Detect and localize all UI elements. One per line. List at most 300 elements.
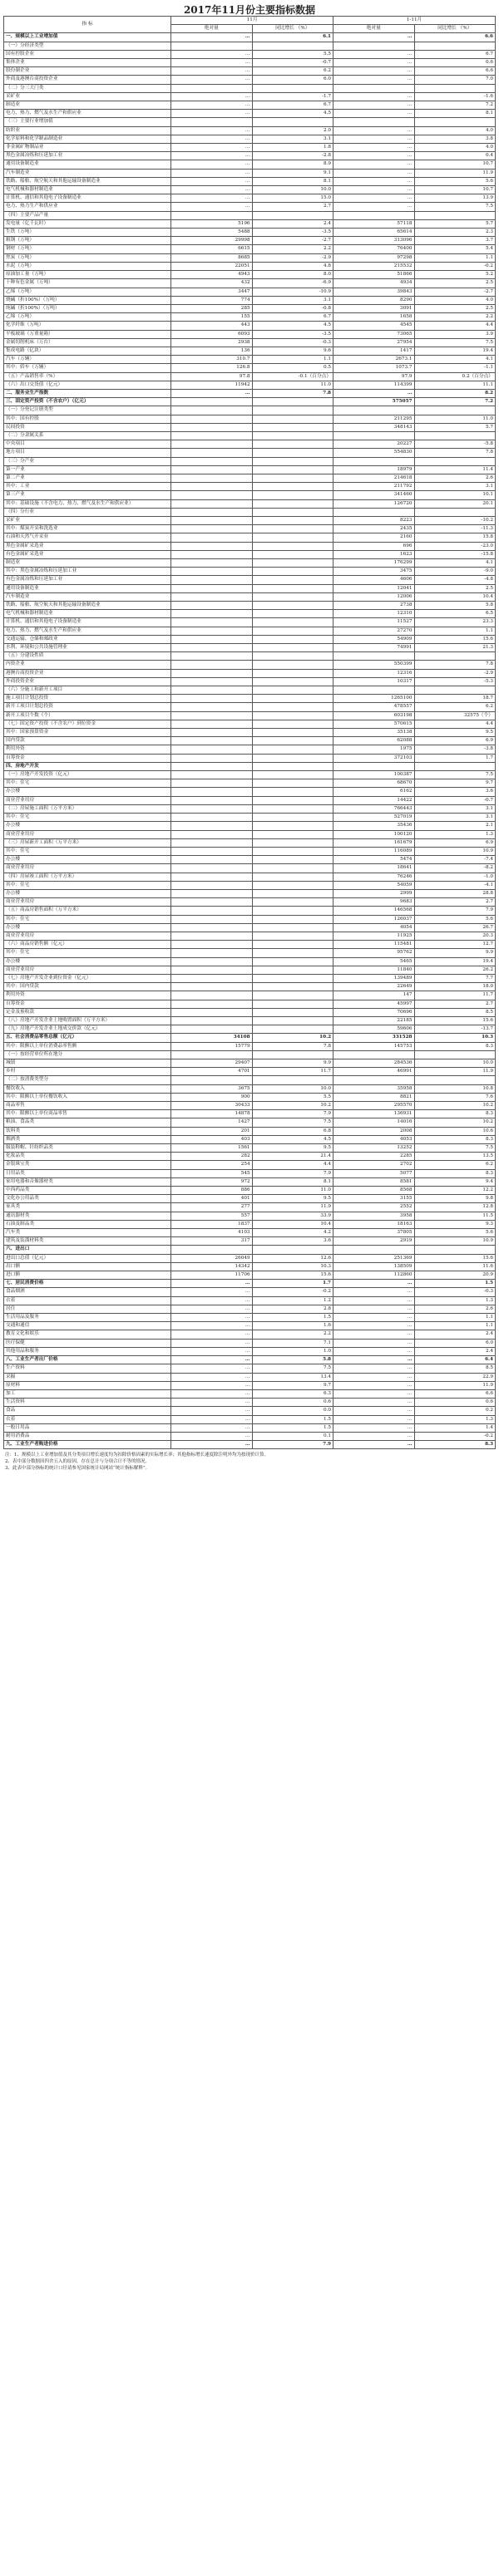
ytd-absolute: 3091 bbox=[333, 304, 414, 312]
table-row bbox=[4, 1118, 496, 1127]
table-row bbox=[4, 991, 496, 1000]
nov-absolute: … bbox=[171, 1364, 252, 1373]
nov-growth: -2.9 bbox=[252, 253, 333, 262]
ytd-absolute: … bbox=[333, 194, 414, 203]
row-label: 其他用品和服务 bbox=[4, 1347, 171, 1355]
row-label: 新开工项目个数（个） bbox=[4, 711, 171, 720]
ytd-absolute: … bbox=[333, 76, 414, 84]
nov-absolute bbox=[171, 966, 252, 974]
row-label: 钢材（万吨） bbox=[4, 245, 171, 253]
nov-absolute bbox=[171, 1246, 252, 1254]
table-row bbox=[4, 1288, 496, 1296]
ytd-absolute: 6162 bbox=[333, 788, 414, 796]
ytd-growth bbox=[414, 1050, 496, 1059]
row-label: 一般日用品 bbox=[4, 1423, 171, 1432]
nov-growth bbox=[252, 864, 333, 873]
ytd-absolute: 284536 bbox=[333, 1059, 414, 1067]
row-label: 其中：住宅 bbox=[4, 847, 171, 855]
table-row bbox=[4, 1305, 496, 1313]
ytd-absolute: 76246 bbox=[333, 873, 414, 881]
nov-absolute bbox=[171, 661, 252, 669]
ytd-growth: 5.4 bbox=[414, 245, 496, 253]
nov-absolute bbox=[171, 974, 252, 982]
nov-absolute bbox=[171, 695, 252, 703]
ytd-growth: 10.2 bbox=[414, 1102, 496, 1110]
table-row bbox=[4, 838, 496, 847]
ytd-growth: 5.7 bbox=[414, 219, 496, 228]
table-row bbox=[4, 576, 496, 584]
ytd-growth: -0.7 bbox=[414, 796, 496, 804]
row-label: 其中：住宅 bbox=[4, 779, 171, 788]
table-row bbox=[4, 1381, 496, 1389]
table-row bbox=[4, 76, 496, 84]
nov-growth bbox=[252, 720, 333, 728]
nov-absolute bbox=[171, 559, 252, 568]
ytd-growth: -5.8 bbox=[414, 440, 496, 449]
table-row bbox=[4, 1330, 496, 1339]
table-row bbox=[4, 229, 496, 237]
ytd-absolute: … bbox=[333, 144, 414, 152]
row-label: 汽车制造业 bbox=[4, 169, 171, 177]
nov-growth bbox=[252, 991, 333, 1000]
nov-absolute bbox=[171, 457, 252, 465]
row-label: 利用外资 bbox=[4, 745, 171, 754]
ytd-absolute: 5474 bbox=[333, 856, 414, 864]
nov-absolute: … bbox=[171, 1373, 252, 1381]
ytd-growth: 26.7 bbox=[414, 923, 496, 932]
table-row bbox=[4, 602, 496, 610]
nov-absolute: 774 bbox=[171, 296, 252, 304]
ytd-growth: 4.1 bbox=[414, 559, 496, 568]
row-label: 食品烟酒 bbox=[4, 1288, 171, 1296]
header-indicator: 指 标 bbox=[4, 17, 171, 33]
nov-growth bbox=[252, 745, 333, 754]
table-row bbox=[4, 1347, 496, 1355]
nov-absolute: 403 bbox=[171, 1135, 252, 1143]
row-label: （六）商品房销售额（亿元） bbox=[4, 941, 171, 949]
nov-absolute bbox=[171, 635, 252, 643]
nov-growth bbox=[252, 465, 333, 474]
table-row bbox=[4, 1161, 496, 1169]
nov-growth: 0.6 bbox=[252, 1399, 333, 1407]
table-row bbox=[4, 618, 496, 627]
nov-absolute: … bbox=[171, 1356, 252, 1364]
indicator-table bbox=[3, 16, 496, 1449]
nov-absolute: … bbox=[171, 194, 252, 203]
row-label: 九、工业生产者购进价格 bbox=[4, 1441, 171, 1449]
ytd-growth bbox=[414, 508, 496, 516]
ytd-growth: 1.3 bbox=[414, 1415, 496, 1423]
ytd-growth: 15.8 bbox=[414, 533, 496, 542]
nov-absolute: 30433 bbox=[171, 1102, 252, 1110]
ytd-growth: 5.8 bbox=[414, 602, 496, 610]
row-label: （三）分产业 bbox=[4, 457, 171, 465]
ytd-absolute: 112860 bbox=[333, 1271, 414, 1280]
row-label: （五）产品销售率（%） bbox=[4, 372, 171, 381]
ytd-absolute: 2008 bbox=[333, 1127, 414, 1135]
ytd-growth: 11.5 bbox=[414, 1212, 496, 1220]
ytd-growth: 0.6 bbox=[414, 59, 496, 67]
ytd-growth: 1.3 bbox=[414, 830, 496, 838]
nov-absolute: … bbox=[171, 50, 252, 58]
ytd-absolute: 35436 bbox=[333, 822, 414, 830]
nov-absolute: 3675 bbox=[171, 1084, 252, 1093]
nov-absolute: … bbox=[171, 1296, 252, 1305]
row-label: 衣着 bbox=[4, 1415, 171, 1423]
nov-absolute: 26049 bbox=[171, 1254, 252, 1262]
nov-growth: -3.5 bbox=[252, 229, 333, 237]
nov-growth bbox=[252, 711, 333, 720]
nov-growth bbox=[252, 796, 333, 804]
nov-growth bbox=[252, 431, 333, 440]
table-row bbox=[4, 1000, 496, 1008]
ytd-growth: 13.9 bbox=[414, 194, 496, 203]
ytd-absolute bbox=[333, 406, 414, 415]
table-row bbox=[4, 550, 496, 558]
nov-absolute: 136 bbox=[171, 347, 252, 355]
table-row bbox=[4, 211, 496, 219]
nov-absolute bbox=[171, 1000, 252, 1008]
row-label: 其中：煤炭开采和洗选业 bbox=[4, 525, 171, 533]
ytd-growth: 7.0 bbox=[414, 76, 496, 84]
ytd-growth: -7.4 bbox=[414, 856, 496, 864]
nov-growth: 11.9 bbox=[252, 1203, 333, 1212]
nov-growth: 6.7 bbox=[252, 101, 333, 110]
nov-growth: 1.6 bbox=[252, 1322, 333, 1330]
ytd-absolute: 2285 bbox=[333, 1153, 414, 1161]
nov-growth: 10.4 bbox=[252, 1220, 333, 1228]
ytd-absolute: 45997 bbox=[333, 1000, 414, 1008]
nov-absolute: 201 bbox=[171, 1127, 252, 1135]
ytd-absolute: … bbox=[333, 1322, 414, 1330]
ytd-growth: 2.6 bbox=[414, 474, 496, 482]
ytd-absolute: 550399 bbox=[333, 661, 414, 669]
nov-absolute: … bbox=[171, 1423, 252, 1432]
ytd-growth: 0.4 bbox=[414, 152, 496, 160]
ytd-absolute: … bbox=[333, 33, 414, 42]
table-row bbox=[4, 907, 496, 915]
nov-growth: 15.0 bbox=[252, 194, 333, 203]
nov-absolute: 29407 bbox=[171, 1059, 252, 1067]
ytd-growth: 20.9 bbox=[414, 1271, 496, 1280]
nov-absolute bbox=[171, 568, 252, 576]
row-label: 化妆品类 bbox=[4, 1153, 171, 1161]
table-row bbox=[4, 398, 496, 406]
nov-growth: 2.2 bbox=[252, 1330, 333, 1339]
ytd-absolute bbox=[333, 652, 414, 661]
nov-absolute bbox=[171, 1050, 252, 1059]
table-row bbox=[4, 1102, 496, 1110]
ytd-absolute: 2999 bbox=[333, 889, 414, 897]
nov-growth bbox=[252, 533, 333, 542]
ytd-growth bbox=[414, 652, 496, 661]
row-label: 六、进出口 bbox=[4, 1246, 171, 1254]
ytd-absolute: … bbox=[333, 186, 414, 194]
nov-growth: -0.8 bbox=[252, 304, 333, 312]
footnote: 3、此表中部分指标的统计口径请参见国家统计局网站“统计指标解释”。 bbox=[5, 1466, 151, 1472]
ytd-absolute: … bbox=[333, 152, 414, 160]
ytd-absolute: 22185 bbox=[333, 1016, 414, 1025]
row-label: 外商投资企业 bbox=[4, 677, 171, 686]
row-label: 集体企业 bbox=[4, 59, 171, 67]
nov-growth bbox=[252, 584, 333, 592]
ytd-growth: 12.2 bbox=[414, 1187, 496, 1195]
table-row bbox=[4, 296, 496, 304]
ytd-growth: 2.2 bbox=[414, 313, 496, 322]
ytd-growth: 8.3 bbox=[414, 1169, 496, 1177]
nov-absolute bbox=[171, 720, 252, 728]
nov-absolute: 4701 bbox=[171, 1068, 252, 1076]
ytd-growth: 18.7 bbox=[414, 695, 496, 703]
ytd-absolute: … bbox=[333, 1399, 414, 1407]
nov-absolute: 6615 bbox=[171, 245, 252, 253]
ytd-absolute: 18163 bbox=[333, 1220, 414, 1228]
nov-growth: 9.5 bbox=[252, 1144, 333, 1153]
ytd-absolute: 8223 bbox=[333, 516, 414, 524]
ytd-growth: 2.5 bbox=[414, 584, 496, 592]
nov-growth bbox=[252, 508, 333, 516]
ytd-growth: 8.2 bbox=[414, 389, 496, 397]
ytd-growth: 4.4 bbox=[414, 322, 496, 330]
ytd-growth: 11.7 bbox=[414, 991, 496, 1000]
table-row bbox=[4, 830, 496, 838]
ytd-growth: 32575（个） bbox=[414, 711, 496, 720]
ytd-absolute: 27954 bbox=[333, 338, 414, 347]
table-row bbox=[4, 118, 496, 126]
row-label: 水利、环境和公共设施管理业 bbox=[4, 644, 171, 652]
table-row bbox=[4, 1008, 496, 1016]
nov-absolute bbox=[171, 669, 252, 677]
ytd-growth: 6.6 bbox=[414, 33, 496, 42]
header-absolute-1: 绝对量 bbox=[171, 25, 252, 33]
nov-growth bbox=[252, 211, 333, 219]
ytd-growth bbox=[414, 457, 496, 465]
ytd-growth: 11.9 bbox=[414, 169, 496, 177]
table-row bbox=[4, 635, 496, 643]
nov-growth: 1.5 bbox=[252, 1415, 333, 1423]
nov-absolute bbox=[171, 592, 252, 601]
row-label: 耐用消费品 bbox=[4, 1432, 171, 1440]
table-row bbox=[4, 889, 496, 897]
row-label: 其中：住宅 bbox=[4, 915, 171, 923]
ytd-growth: 2.6 bbox=[414, 1305, 496, 1313]
table-row bbox=[4, 610, 496, 618]
row-label: 电力、热力、燃气及水生产和供应业 bbox=[4, 627, 171, 635]
table-row bbox=[4, 864, 496, 873]
ytd-absolute bbox=[333, 211, 414, 219]
row-label: 其中：工业 bbox=[4, 483, 171, 491]
nov-absolute: … bbox=[171, 59, 252, 67]
table-row bbox=[4, 533, 496, 542]
ytd-growth: 7.7 bbox=[414, 974, 496, 982]
ytd-absolute: 115481 bbox=[333, 941, 414, 949]
ytd-growth: 8.3 bbox=[414, 1042, 496, 1050]
nov-growth: 7.9 bbox=[252, 1169, 333, 1177]
nov-absolute bbox=[171, 881, 252, 889]
table-row bbox=[4, 1042, 496, 1050]
row-label: 采掘 bbox=[4, 1373, 171, 1381]
nov-growth: 11.0 bbox=[252, 381, 333, 389]
header-growth-1: 同比增长 （%） bbox=[252, 25, 333, 33]
row-label: 教育文化和娱乐 bbox=[4, 1330, 171, 1339]
ytd-absolute: 348143 bbox=[333, 423, 414, 431]
row-label: 家用电器和音像器材类 bbox=[4, 1177, 171, 1186]
nov-growth: 8.1 bbox=[252, 177, 333, 185]
nov-growth bbox=[252, 729, 333, 737]
nov-absolute bbox=[171, 771, 252, 779]
ytd-absolute: … bbox=[333, 1280, 414, 1288]
nov-absolute: … bbox=[171, 110, 252, 118]
nov-absolute: 285 bbox=[171, 304, 252, 312]
ytd-absolute: … bbox=[333, 177, 414, 185]
nov-absolute bbox=[171, 449, 252, 457]
nov-growth bbox=[252, 737, 333, 745]
ytd-growth: 7.5 bbox=[414, 1144, 496, 1153]
ytd-absolute: 27270 bbox=[333, 627, 414, 635]
table-row bbox=[4, 779, 496, 788]
ytd-growth: 5.6 bbox=[414, 177, 496, 185]
table-row bbox=[4, 474, 496, 482]
row-label: 其中：限额以上单位餐饮收入 bbox=[4, 1093, 171, 1101]
ytd-growth: -1.1 bbox=[414, 364, 496, 372]
ytd-growth: -5.3 bbox=[414, 677, 496, 686]
table-row bbox=[4, 814, 496, 822]
row-label: 商业营业用房 bbox=[4, 966, 171, 974]
ytd-absolute: 2160 bbox=[333, 533, 414, 542]
ytd-absolute: … bbox=[333, 101, 414, 110]
table-row bbox=[4, 729, 496, 737]
ytd-absolute: 10317 bbox=[333, 677, 414, 686]
ytd-absolute bbox=[333, 431, 414, 440]
table-row bbox=[4, 788, 496, 796]
ytd-absolute: 2552 bbox=[333, 1203, 414, 1212]
ytd-growth: 19.4 bbox=[414, 957, 496, 966]
table-row bbox=[4, 169, 496, 177]
nov-growth bbox=[252, 644, 333, 652]
nov-growth bbox=[252, 814, 333, 822]
row-label: 地方项目 bbox=[4, 449, 171, 457]
ytd-absolute: 138509 bbox=[333, 1262, 414, 1271]
nov-growth bbox=[252, 949, 333, 957]
ytd-absolute: 2435 bbox=[333, 525, 414, 533]
ytd-growth: 10.1 bbox=[414, 491, 496, 499]
nov-absolute: … bbox=[171, 1314, 252, 1322]
nov-growth: 4.5 bbox=[252, 110, 333, 118]
row-label: 有色金属矿采选业 bbox=[4, 550, 171, 558]
ytd-absolute bbox=[333, 762, 414, 770]
nov-absolute bbox=[171, 932, 252, 940]
row-label: 电气机械和器材制造业 bbox=[4, 186, 171, 194]
ytd-growth: 9.9 bbox=[414, 949, 496, 957]
ytd-growth: 3.8 bbox=[414, 135, 496, 143]
row-label: 中西药品类 bbox=[4, 1187, 171, 1195]
nov-growth: 6.2 bbox=[252, 67, 333, 76]
row-label: 其中：轿车（万辆） bbox=[4, 364, 171, 372]
row-label: 其中：住宅 bbox=[4, 814, 171, 822]
ytd-growth: 11.9 bbox=[414, 1381, 496, 1389]
nov-growth: 0.5 bbox=[252, 364, 333, 372]
ytd-growth: 12.8 bbox=[414, 1203, 496, 1212]
ytd-absolute: 3155 bbox=[333, 1195, 414, 1203]
row-label: 采矿业 bbox=[4, 92, 171, 101]
row-label: 乙烯（万吨） bbox=[4, 288, 171, 296]
ytd-absolute: 70696 bbox=[333, 1008, 414, 1016]
row-label: 出口额 bbox=[4, 1262, 171, 1271]
nov-absolute: … bbox=[171, 101, 252, 110]
ytd-absolute: 3475 bbox=[333, 568, 414, 576]
ytd-absolute bbox=[333, 457, 414, 465]
nov-absolute: … bbox=[171, 1415, 252, 1423]
nov-absolute: 1561 bbox=[171, 1144, 252, 1153]
table-row bbox=[4, 465, 496, 474]
ytd-absolute: 11527 bbox=[333, 618, 414, 627]
ytd-growth bbox=[414, 42, 496, 50]
ytd-growth: 13.5 bbox=[414, 1153, 496, 1161]
row-label: 中央项目 bbox=[4, 440, 171, 449]
table-row bbox=[4, 288, 496, 296]
nov-absolute bbox=[171, 754, 252, 762]
ytd-absolute: 59606 bbox=[333, 1025, 414, 1034]
ytd-absolute: 1975 bbox=[333, 745, 414, 754]
ytd-growth: -4.1 bbox=[414, 881, 496, 889]
nov-absolute: … bbox=[171, 1389, 252, 1398]
table-row bbox=[4, 92, 496, 101]
row-label: 七、居民消费价格 bbox=[4, 1280, 171, 1288]
table-row bbox=[4, 372, 496, 381]
table-row bbox=[4, 364, 496, 372]
nov-absolute: … bbox=[171, 67, 252, 76]
nov-absolute bbox=[171, 1076, 252, 1084]
ytd-growth bbox=[414, 762, 496, 770]
nov-absolute bbox=[171, 516, 252, 524]
table-row bbox=[4, 592, 496, 601]
ytd-growth: 1.1 bbox=[414, 1314, 496, 1322]
ytd-growth: 1.1 bbox=[414, 627, 496, 635]
nov-growth: 4.4 bbox=[252, 1161, 333, 1169]
nov-growth: 5.5 bbox=[252, 1093, 333, 1101]
nov-absolute bbox=[171, 644, 252, 652]
ytd-absolute: 76400 bbox=[333, 245, 414, 253]
ytd-growth: 10.7 bbox=[414, 160, 496, 169]
nov-absolute: 22051 bbox=[171, 262, 252, 270]
nov-growth bbox=[252, 610, 333, 618]
nov-growth bbox=[252, 907, 333, 915]
table-row bbox=[4, 1169, 496, 1177]
nov-growth bbox=[252, 983, 333, 991]
nov-growth: 1.7 bbox=[252, 1280, 333, 1288]
table-row bbox=[4, 67, 496, 76]
nov-absolute bbox=[171, 525, 252, 533]
ytd-absolute: 1623 bbox=[333, 550, 414, 558]
nov-growth bbox=[252, 576, 333, 584]
ytd-growth: 5.6 bbox=[414, 915, 496, 923]
nov-absolute: … bbox=[171, 1347, 252, 1355]
ytd-growth: 10.0 bbox=[414, 1059, 496, 1067]
nov-growth bbox=[252, 84, 333, 92]
nov-growth bbox=[252, 762, 333, 770]
row-label: 纯碱（折100%）（万吨） bbox=[4, 304, 171, 312]
ytd-growth: 15.6 bbox=[414, 635, 496, 643]
nov-growth: 0.0 bbox=[252, 1407, 333, 1415]
table-row bbox=[4, 126, 496, 135]
row-label: 衣着 bbox=[4, 1296, 171, 1305]
ytd-growth: 23.3 bbox=[414, 618, 496, 627]
row-label: 石油及制品类 bbox=[4, 1220, 171, 1228]
table-row bbox=[4, 559, 496, 568]
nov-absolute bbox=[171, 465, 252, 474]
nov-growth: 1.5 bbox=[252, 1423, 333, 1432]
table-row bbox=[4, 330, 496, 338]
